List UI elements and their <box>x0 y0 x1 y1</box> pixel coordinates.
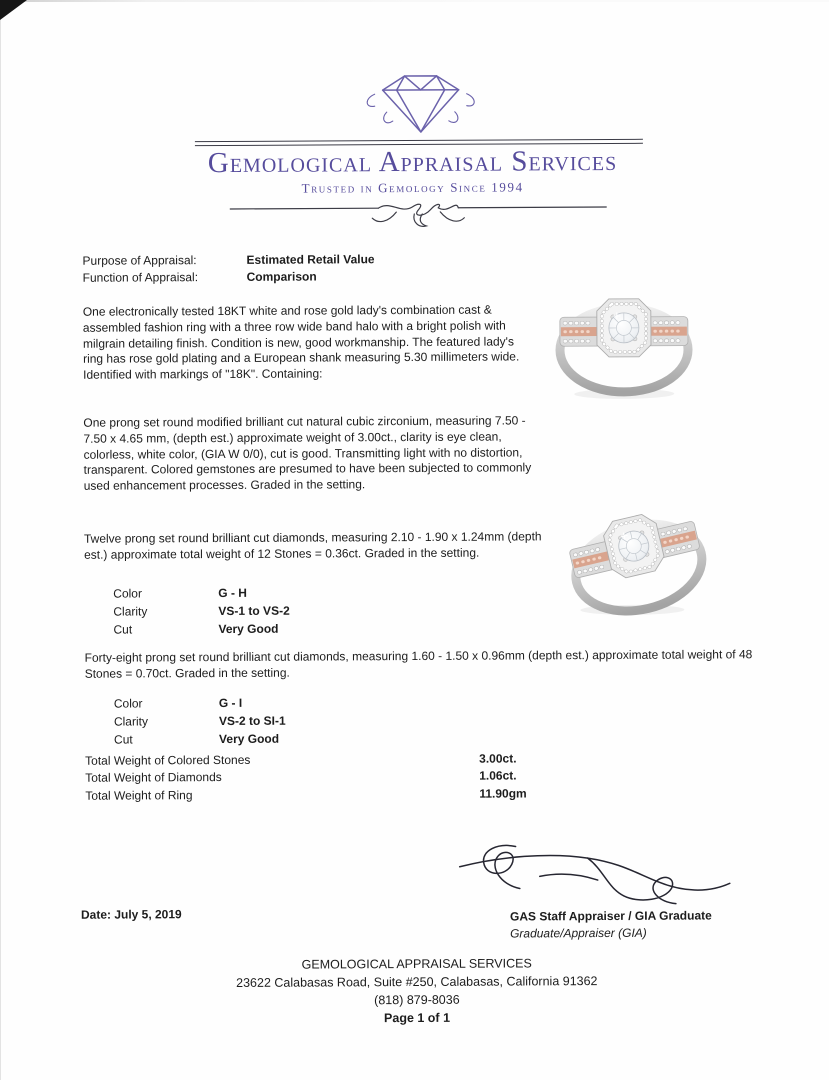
grade-row-color <box>113 586 289 605</box>
total-label: Total Weight of Ring <box>85 787 193 803</box>
function-value: Comparison <box>246 269 317 284</box>
grade-value: Very Good <box>218 621 279 637</box>
total-label: Total Weight of Colored Stones <box>85 752 251 768</box>
footer-page-number: Page 1 of 1 <box>383 1010 451 1026</box>
grade-row-cut <box>114 732 286 751</box>
totals-block <box>85 751 527 805</box>
footer-company: GEMOLOGICAL APPRAISAL SERVICES <box>301 956 532 972</box>
grade-label: Clarity <box>113 714 148 729</box>
ring-photo-front <box>536 289 713 404</box>
appraiser-signature <box>420 831 750 915</box>
appraiser-subtitle: Graduate/Appraiser (GIA) <box>510 925 647 941</box>
center-stone-paragraph: One prong set round modified brilliant cut natural cubic zirconium, measuring 7.50 - 7.50 x 4.65 mm, (depth est.) approximate weight of 3.00ct., clarity is eye clean, colorless, white color, (GIA W 0/0), cut is good. Transmitting light with no distortion, transparent. Colored gemstones are presumed to have been subjected to commonly used enhancement processes. Graded in the setting. <box>83 413 532 493</box>
function-label: Function of Appraisal: <box>82 270 199 285</box>
function-row <box>83 268 375 287</box>
total-value: 11.90gm <box>479 786 527 801</box>
flourish-ornament-icon <box>226 197 610 233</box>
grade-row-color <box>114 696 286 715</box>
item-description-paragraph: One electronically tested 18KT white and rose gold lady's combination cast & assembled fashion ring with a three row wide band halo with a bright polish with milgrain detailing finish. Condition is new, good workmanship. The featured lady's ring has rose gold plating and a European shank measuring 5.30 millimeters wide. Identified with markings of "18K". Containing: <box>82 302 520 382</box>
twelve-diamonds-grading-table <box>113 586 290 641</box>
grade-value: VS-1 to VS-2 <box>218 603 290 619</box>
appraisal-info-block <box>82 251 374 287</box>
twelve-diamonds-paragraph: Twelve prong set round brilliant cut diamonds, measuring 2.10 - 1.90 x 1.24mm (depth est.) approximate total weight of 12 Stones = 0.36ct. Graded in the setting. <box>83 529 542 562</box>
purpose-label: Purpose of Appraisal: <box>82 253 197 268</box>
grade-label: Cut <box>114 732 133 747</box>
grade-label: Color <box>113 586 143 601</box>
footer-phone: (818) 879-8036 <box>374 992 460 1008</box>
fortyeight-diamonds-grading-table <box>114 696 286 751</box>
grade-value: G - H <box>218 585 247 601</box>
grade-row-cut <box>113 622 289 641</box>
grade-row-clarity <box>113 604 289 623</box>
total-value: 1.06ct. <box>479 768 517 784</box>
grade-label: Clarity <box>113 604 148 619</box>
grade-value: Very Good <box>219 731 280 747</box>
date-line: Date: July 5, 2019 <box>80 907 182 922</box>
scan-corner-artifact <box>0 0 27 20</box>
scan-top-edge <box>0 0 829 2</box>
grade-label: Cut <box>113 622 133 637</box>
grade-row-clarity <box>114 714 286 733</box>
diamond-logo-icon <box>353 70 489 141</box>
company-title: Gemological Appraisal Services <box>207 144 618 180</box>
total-ring-weight-row <box>85 786 526 806</box>
purpose-row <box>82 251 374 270</box>
grade-value: G - I <box>218 695 243 711</box>
footer-address: 23622 Calabasas Road, Suite #250, Calabasas, California 91362 <box>236 974 598 990</box>
purpose-value: Estimated Retail Value <box>246 252 375 267</box>
ring-photo-angled <box>540 491 727 620</box>
total-label: Total Weight of Diamonds <box>85 770 222 786</box>
total-value: 3.00ct. <box>479 751 517 766</box>
fortyeight-diamonds-paragraph: Forty-eight prong set round brilliant cut diamonds, measuring 1.60 - 1.50 x 0.96mm (depth est.) approximate total weight of 48 Stones = 0.70ct. Graded in the setting. <box>84 647 753 681</box>
grade-label: Color <box>113 696 143 711</box>
appraiser-block <box>510 908 712 940</box>
grade-value: VS-2 to SI-1 <box>218 713 286 729</box>
appraiser-title: GAS Staff Appraiser / GIA Graduate <box>509 908 712 924</box>
company-tagline: Trusted in Gemology Since 1994 <box>301 179 524 196</box>
scan-left-edge <box>0 0 1 1080</box>
